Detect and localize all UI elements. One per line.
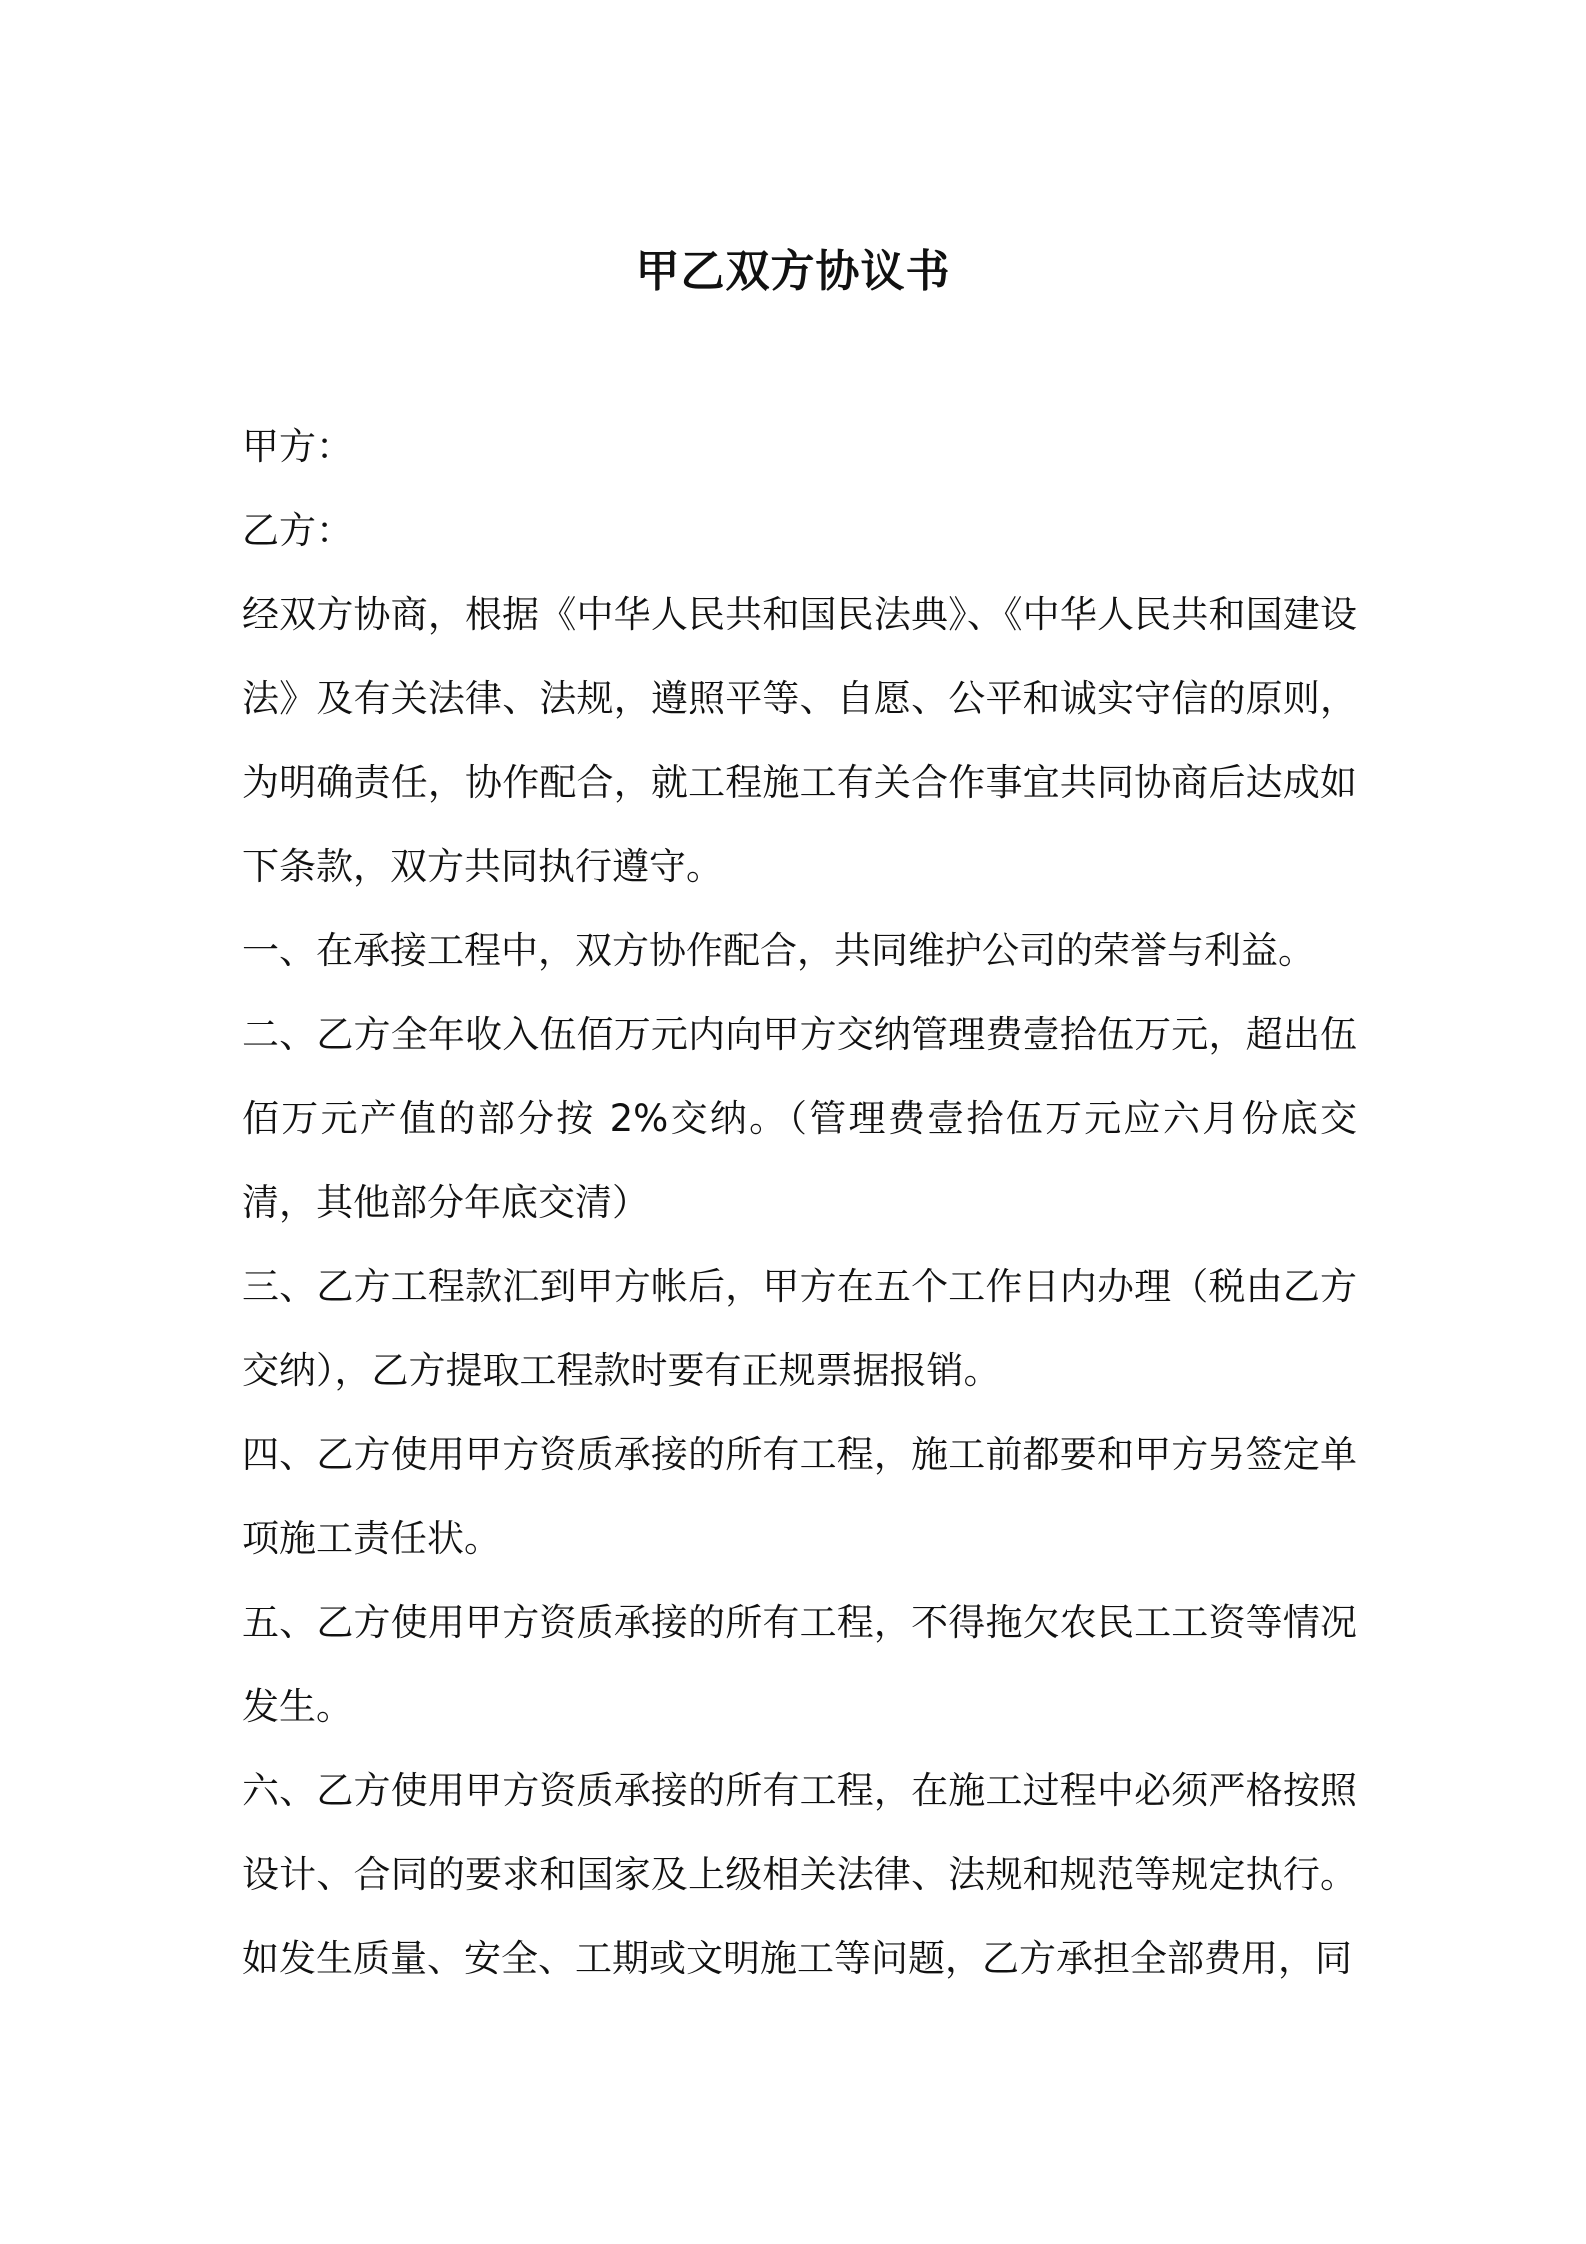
document-title: 甲乙双方协议书 <box>635 246 951 298</box>
clause-5: 五、乙方使用甲方资质承接的所有工程，不得拖欠农民工工资等情况发生。 <box>242 1601 1357 1728</box>
clause-2: 二、乙方全年收入伍佰万元内向甲方交纳管理费壹拾伍万元，超出伍佰万元产值的部分按 2%交纳。（管理费壹拾伍万元应六月份底交清，其他部分年底交清） <box>242 1013 1357 1224</box>
clause-3: 三、乙方工程款汇到甲方帐后，甲方在五个工作日内办理（税由乙方交纳），乙方提取工程款时要有正规票据报销。 <box>242 1265 1357 1392</box>
clause-1: 一、在承接工程中，双方协作配合，共同维护公司的荣誉与利益。 <box>242 929 1315 972</box>
preamble-paragraph: 经双方协商，根据《中华人民共和国民法典》、《中华人民共和国建设法》及有关法律、法规，遵照平等、自愿、公平和诚实守信的原则，为明确责任，协作配合，就工程施工有关合作事宜共同协商后达成如下条款，双方共同执行遵守。 <box>242 593 1357 888</box>
party-b-label: 乙方： <box>242 509 353 552</box>
clause-6: 六、乙方使用甲方资质承接的所有工程，在施工过程中必须严格按照设计、合同的要求和国家及上级相关法律、法规和规范等规定执行。如发生质量、安全、工期或文明施工等问题，乙方承担全部费用，同 <box>242 1769 1357 1980</box>
clause-4: 四、乙方使用甲方资质承接的所有工程，施工前都要和甲方另签定单项施工责任状。 <box>242 1433 1357 1560</box>
document-body <box>242 405 1357 2001</box>
party-a-label: 甲方： <box>242 425 353 468</box>
